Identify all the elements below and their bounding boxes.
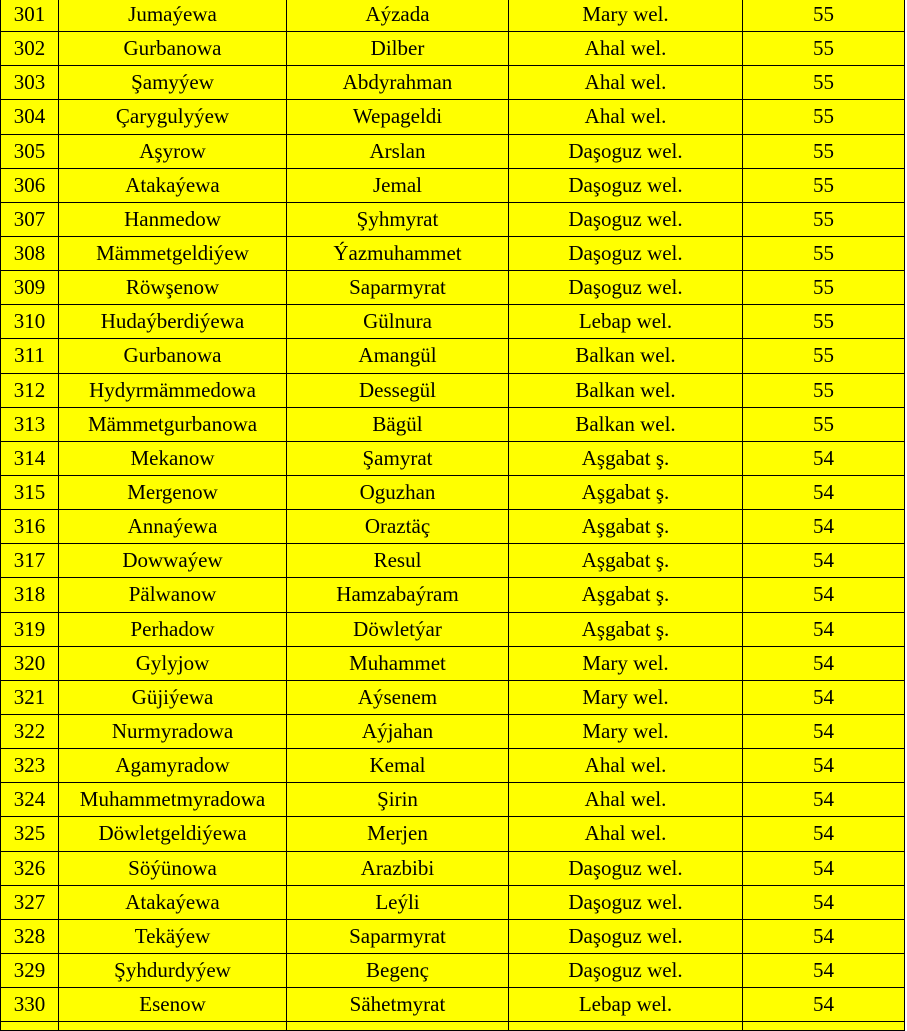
cell-region: Aşgabat ş.: [509, 441, 743, 475]
cell-score: 55: [743, 168, 905, 202]
cell-number: 304: [1, 100, 59, 134]
cell-name: Arslan: [287, 134, 509, 168]
cell-score: 54: [743, 646, 905, 680]
table-row: [1, 646, 905, 680]
cell-surname: Gurbanowa: [59, 32, 287, 66]
table-row: [1, 851, 905, 885]
cell-partial: [287, 1022, 509, 1031]
cell-region: Mary wel.: [509, 646, 743, 680]
cell-name: Gülnura: [287, 305, 509, 339]
cell-score: 55: [743, 100, 905, 134]
cell-region: Lebap wel.: [509, 988, 743, 1022]
cell-number: 312: [1, 373, 59, 407]
cell-name: Oguzhan: [287, 475, 509, 509]
cell-region: Aşgabat ş.: [509, 475, 743, 509]
cell-number: 329: [1, 953, 59, 987]
table-row: [1, 680, 905, 714]
table-row: [1, 236, 905, 270]
cell-surname: Gurbanowa: [59, 339, 287, 373]
cell-score: 55: [743, 407, 905, 441]
cell-region: Aşgabat ş.: [509, 544, 743, 578]
cell-score: 54: [743, 817, 905, 851]
cell-region: Daşoguz wel.: [509, 271, 743, 305]
cell-number: 318: [1, 578, 59, 612]
table-row: [1, 339, 905, 373]
cell-name: Oraztäç: [287, 510, 509, 544]
table-row: [1, 817, 905, 851]
cell-score: 55: [743, 202, 905, 236]
cell-surname: Söýünowa: [59, 851, 287, 885]
cell-number: 302: [1, 32, 59, 66]
cell-number: 325: [1, 817, 59, 851]
cell-number: 322: [1, 714, 59, 748]
cell-name: Bägül: [287, 407, 509, 441]
cell-region: Daşoguz wel.: [509, 202, 743, 236]
cell-name: Abdyrahman: [287, 66, 509, 100]
table-row: [1, 988, 905, 1022]
cell-score: 54: [743, 475, 905, 509]
table-row: [1, 783, 905, 817]
table-row: [1, 510, 905, 544]
cell-region: Aşgabat ş.: [509, 612, 743, 646]
cell-name: Dilber: [287, 32, 509, 66]
cell-number: 320: [1, 646, 59, 680]
cell-surname: Döwletgeldiýewa: [59, 817, 287, 851]
table-row: [1, 305, 905, 339]
cell-surname: Atakaýewa: [59, 885, 287, 919]
cell-region: Daşoguz wel.: [509, 953, 743, 987]
cell-number: 311: [1, 339, 59, 373]
cell-region: Ahal wel.: [509, 32, 743, 66]
cell-number: 301: [1, 0, 59, 32]
cell-name: Merjen: [287, 817, 509, 851]
cell-surname: Şyhdurdyýew: [59, 953, 287, 987]
cell-number: 306: [1, 168, 59, 202]
cell-surname: Mekanow: [59, 441, 287, 475]
table-row: [1, 544, 905, 578]
cell-surname: Hydyrmämmedowa: [59, 373, 287, 407]
cell-region: Daşoguz wel.: [509, 919, 743, 953]
cell-number: 316: [1, 510, 59, 544]
cell-score: 54: [743, 953, 905, 987]
table-row: [1, 271, 905, 305]
cell-score: 54: [743, 919, 905, 953]
table-row: [1, 578, 905, 612]
cell-score: 54: [743, 578, 905, 612]
cell-surname: Atakaýewa: [59, 168, 287, 202]
table-row: [1, 749, 905, 783]
cell-name: Hamzabaýram: [287, 578, 509, 612]
cell-region: Mary wel.: [509, 0, 743, 32]
cell-region: Aşgabat ş.: [509, 578, 743, 612]
cell-number: 319: [1, 612, 59, 646]
cell-name: Saparmyrat: [287, 271, 509, 305]
table-body: [1, 0, 905, 1031]
cell-number: 327: [1, 885, 59, 919]
cell-partial: [743, 1022, 905, 1031]
cell-number: 315: [1, 475, 59, 509]
cell-number: 317: [1, 544, 59, 578]
cell-score: 54: [743, 510, 905, 544]
table-row: [1, 919, 905, 953]
cell-surname: Gylyjow: [59, 646, 287, 680]
cell-region: Ahal wel.: [509, 749, 743, 783]
cell-number: 330: [1, 988, 59, 1022]
table-row: [1, 134, 905, 168]
table-row: [1, 66, 905, 100]
cell-region: Daşoguz wel.: [509, 851, 743, 885]
cell-score: 55: [743, 66, 905, 100]
table-row: [1, 0, 905, 32]
cell-region: Balkan wel.: [509, 373, 743, 407]
cell-score: 54: [743, 544, 905, 578]
cell-score: 54: [743, 714, 905, 748]
cell-surname: Aşyrow: [59, 134, 287, 168]
cell-region: Ahal wel.: [509, 66, 743, 100]
cell-name: Şamyrat: [287, 441, 509, 475]
cell-name: Muhammet: [287, 646, 509, 680]
cell-region: Balkan wel.: [509, 339, 743, 373]
cell-number: 309: [1, 271, 59, 305]
cell-number: 303: [1, 66, 59, 100]
cell-name: Saparmyrat: [287, 919, 509, 953]
cell-region: Balkan wel.: [509, 407, 743, 441]
table-row: [1, 714, 905, 748]
cell-score: 55: [743, 134, 905, 168]
cell-number: 321: [1, 680, 59, 714]
cell-score: 54: [743, 612, 905, 646]
cell-number: 328: [1, 919, 59, 953]
cell-name: Ýazmuhammet: [287, 236, 509, 270]
table-row: [1, 202, 905, 236]
cell-name: Şyhmyrat: [287, 202, 509, 236]
table-row: [1, 373, 905, 407]
cell-name: Dessegül: [287, 373, 509, 407]
cell-region: Mary wel.: [509, 680, 743, 714]
cell-surname: Mämmetgurbanowa: [59, 407, 287, 441]
cell-score: 55: [743, 0, 905, 32]
cell-name: Şirin: [287, 783, 509, 817]
cell-name: Döwletýar: [287, 612, 509, 646]
cell-score: 55: [743, 271, 905, 305]
cell-number: 324: [1, 783, 59, 817]
cell-surname: Perhadow: [59, 612, 287, 646]
cell-number: 305: [1, 134, 59, 168]
table-row: [1, 168, 905, 202]
cell-number: 326: [1, 851, 59, 885]
cell-number: 314: [1, 441, 59, 475]
cell-score: 54: [743, 749, 905, 783]
cell-score: 55: [743, 339, 905, 373]
cell-name: Sähetmyrat: [287, 988, 509, 1022]
cell-region: Daşoguz wel.: [509, 236, 743, 270]
table-row: [1, 475, 905, 509]
cell-score: 54: [743, 988, 905, 1022]
cell-surname: Tekäýew: [59, 919, 287, 953]
cell-name: Jemal: [287, 168, 509, 202]
cell-name: Amangül: [287, 339, 509, 373]
cell-score: 55: [743, 32, 905, 66]
table-row: [1, 407, 905, 441]
cell-name: Resul: [287, 544, 509, 578]
cell-partial: [509, 1022, 743, 1031]
cell-name: Leýli: [287, 885, 509, 919]
table-row-partial-bottom: [1, 1022, 905, 1031]
cell-name: Aýjahan: [287, 714, 509, 748]
cell-number: 313: [1, 407, 59, 441]
cell-region: Daşoguz wel.: [509, 168, 743, 202]
cell-partial: [1, 1022, 59, 1031]
cell-surname: Annaýewa: [59, 510, 287, 544]
cell-region: Daşoguz wel.: [509, 134, 743, 168]
cell-name: Arazbibi: [287, 851, 509, 885]
cell-number: 307: [1, 202, 59, 236]
cell-surname: Röwşenow: [59, 271, 287, 305]
cell-partial: [59, 1022, 287, 1031]
cell-surname: Güjiýewa: [59, 680, 287, 714]
cell-name: Begenç: [287, 953, 509, 987]
table-row: [1, 885, 905, 919]
cell-score: 54: [743, 885, 905, 919]
table-row: [1, 32, 905, 66]
cell-number: 310: [1, 305, 59, 339]
cell-region: Lebap wel.: [509, 305, 743, 339]
cell-surname: Dowwaýew: [59, 544, 287, 578]
cell-region: Mary wel.: [509, 714, 743, 748]
cell-surname: Esenow: [59, 988, 287, 1022]
cell-surname: Agamyradow: [59, 749, 287, 783]
cell-name: Aýzada: [287, 0, 509, 32]
table-row: [1, 953, 905, 987]
cell-surname: Şamyýew: [59, 66, 287, 100]
table-row: [1, 100, 905, 134]
cell-region: Aşgabat ş.: [509, 510, 743, 544]
cell-score: 54: [743, 783, 905, 817]
cell-region: Ahal wel.: [509, 100, 743, 134]
cell-surname: Mämmetgeldiýew: [59, 236, 287, 270]
cell-name: Aýsenem: [287, 680, 509, 714]
cell-region: Ahal wel.: [509, 817, 743, 851]
cell-number: 308: [1, 236, 59, 270]
table-row: [1, 441, 905, 475]
cell-number: 323: [1, 749, 59, 783]
cell-score: 55: [743, 305, 905, 339]
cell-surname: Hanmedow: [59, 202, 287, 236]
cell-surname: Hudaýberdiýewa: [59, 305, 287, 339]
table-row: [1, 612, 905, 646]
cell-surname: Jumaýewa: [59, 0, 287, 32]
cell-name: Kemal: [287, 749, 509, 783]
cell-score: 54: [743, 680, 905, 714]
cell-region: Daşoguz wel.: [509, 885, 743, 919]
cell-score: 55: [743, 236, 905, 270]
cell-region: Ahal wel.: [509, 783, 743, 817]
cell-surname: Muhammetmyradowa: [59, 783, 287, 817]
cell-score: 54: [743, 441, 905, 475]
cell-surname: Çarygulyýew: [59, 100, 287, 134]
cell-score: 54: [743, 851, 905, 885]
cell-score: 55: [743, 373, 905, 407]
cell-surname: Pälwanow: [59, 578, 287, 612]
cell-surname: Mergenow: [59, 475, 287, 509]
cell-surname: Nurmyradowa: [59, 714, 287, 748]
cell-name: Wepageldi: [287, 100, 509, 134]
